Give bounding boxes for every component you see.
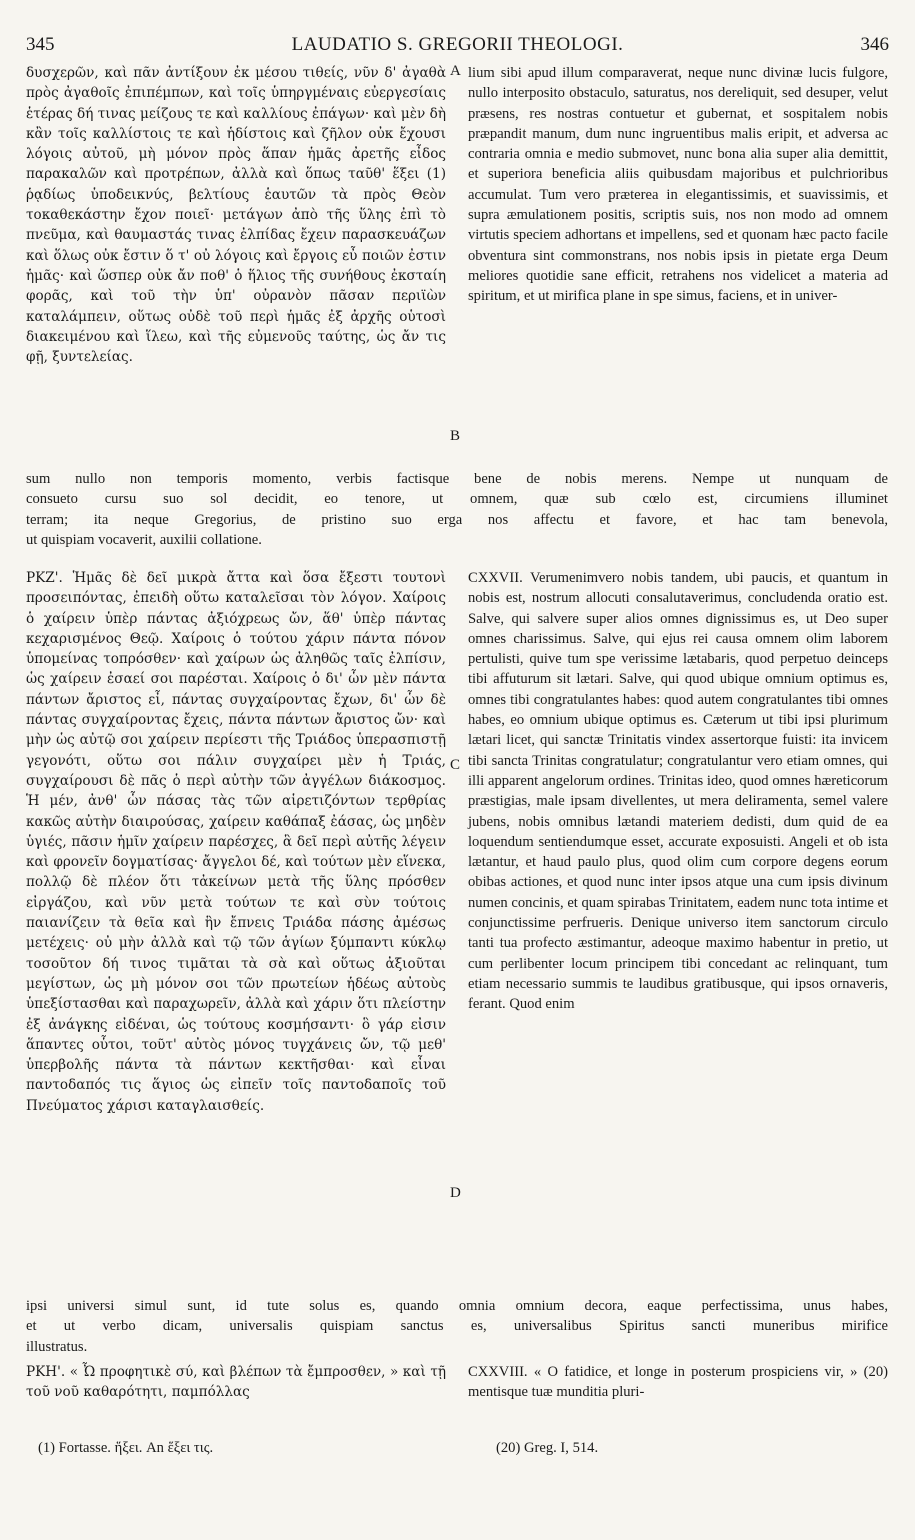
- text-line: terram; ita neque Gregorius, de pristino suo erga nos affectu et favore, et hac tam benevola,: [26, 511, 888, 528]
- running-header: [26, 34, 889, 58]
- section-marker-b: B: [450, 428, 461, 444]
- section-marker-d: D: [450, 1185, 461, 1201]
- latin-column-top: lium sibi apud illum comparaverat, neque nunc divinæ lucis fulgore, nullo interposito obstaculo, saturatus, nos dereliquit, sed desuper, velut præsens, res nostras contuetur et gubernat, et sospitalem nobis præpandit manum, dum nunc ingruentibus malis eripit, et adversa ac contraria omnia e medio submovet, nunc bona alia super alia demittit, et superiora beneficia aliis quibusdam majoribus et pulchrioribus accumulat. Tum vero præterea in elegantissimis, et suavissimis, et supra æmulationem positis, scriptis suis, nos non modo ad omnem virtutis speciem adhortans et impellens, sed et quonam hæc pacto facile obventura sint commonstrans, nos nobis ipsis in pietate erga Deum meliores quotidie sane efficit, retrahens nos videlicet a materia ad spiritum, et ut mirifica plane in spe simus, faciens, et in univer-: [468, 65, 888, 305]
- section-marker-c: C: [450, 757, 461, 773]
- latin-full-width-2: [26, 1296, 888, 1357]
- text-line: sum nullo non temporis momento, verbis factisque bene de nobis merens. Nempe ut nunquam de: [26, 471, 888, 487]
- page-number-right: 346: [860, 34, 889, 55]
- latin-full-width-1: [26, 469, 888, 550]
- latin-column-chapter-127: CXXVII. Verumenimvero nobis tandem, ubi paucis, et quantum in nobis est, nostrum allocuti consalutaverimus, concludenda oratio est. Salve, qui salvere super alios omnes dignissimus es, ut Deo super omnes charissimus. Salve, qui ejus rei causa omnem olim laborem pertulisti, quive tum spe verissime lætabaris, quod perpetuo deinceps tibi affuturum sit lætari. Salve, qui quod ubique omnium optimus es, omnes tibi congratulantes habes: quod autem congratulantes tibi omnes habes, eo omnium ubique optimus es. Cæterum ut tibi ipsi plurimum lætari licet, qui sanctæ Trinitatis vindex assertorque fuisti: ita invicem tibi sancta Trinitas congratulatur; congratulantur vero etiam omnes, qui illi apparent angelorum ordines. Trinitas ideo, quod omnes hæreticorum præstigias, male ipsam divellentes, ut mera deliramenta, semel valere jubens, nobis omnibus lætandi materiem dedisti, dum quid de ea loquendum sentiendumque esset, accurate exposuisti. Angeli et ob ista lætantur, et haud paulo plus, quod olim cum corpore degens eorum obibas actiones, et quod nunc inter ipsos atque una cum ipsis divinum numen concinis, et quam spirabas Trinitatem, eadem nunc tota intime et conjunctissime perfrueris. Denique universo item sanctorum circulo tanti tua profecto æstimantur, adeoque maximo habentur in pretio, ut cum perlibenter locum principem tibi concedant ac relinquant, tum etiam necessario summis te laudibus gratibusque, qui ipsos ornaveris, ferant. Quod enim: [468, 570, 888, 1013]
- page-number-left: 345: [26, 34, 55, 55]
- section-marker-a: A: [450, 63, 461, 79]
- text-line: ut quispiam vocaverit, auxilii collatione.: [26, 531, 262, 548]
- text-line: consueto cursu suo sol decidit, eo tenore, ut omnem, quæ sub cœlo est, circumiens illuminet: [26, 491, 888, 508]
- latin-column-chapter-128: CXXVIII. « O fatidice, et longe in posterum prospiciens vir, » (20) mentisque tuæ munditia pluri-: [468, 1364, 888, 1401]
- greek-column-chapter-127: ΡΚΖ'. Ἡμᾶς δὲ δεῖ μικρὰ ἄττα καὶ ὅσα ἔξεστι τουτονὶ προσειπόντας, ἐπειδὴ οὕτω καταλεῖσαι τὸν λόγον. Χαίροις ὁ χαίρειν ὑπὲρ πάντας ἀξιόχρεως ὤν, ἅθ' ὑπὲρ πάντας κεχαρισμένος Θεῷ. Χαίροις ὁ τούτου χάριν πάντα πόνον ὑπομείνας τοπρόσθεν· καὶ χαίρων ὡς ἀληθῶς ταῖς ἐλπίσιν, ὡς χαίρειν ἐσαεί σοι παρέσται. Χαίροις ὁ δι' ὧν μὲν πάντα πάντων ἄριστος εἶ, πάντας συγχαίροντας ἔχων, δι' ὧν δὲ πάντας συγχαίροντας ἔχεις, πάντα πάντων ἄριστος ὤν· καὶ μὴν ὡς αὐτῷ σοι χαίρειν περίεστι τῆς Τριάδος ὑπερασπιστῇ γεγονότι, οὕτω σοι πάλιν συγχαίρει μὲν ἡ Τριάς, συγχαίρουσι δὲ πᾶς ὁ περὶ αὐτὴν τῶν ἀγγέλων διάκοσμος. Ἡ μέν, ἀνθ' ὧν πάσας τὰς τῶν αἱρετιζόντων τερθρίας κακῶς αὐτὴν διαιρούσας, χαίρειν καθάπαξ ἐάσας, ὡς μηδὲν ὑγιές, πᾶσιν ἡμῖν χαίρειν παρέσχες, ἃ δεῖ περὶ αὐτῆς λέγειν καὶ φρονεῖν δογματίσας· ἄγγελοι δέ, καὶ τούτων μὲν εἵνεκα, πολλῷ δὲ πλέον ὅτι τἀκείνων μετὰ τῆς ὕλης πρόσθεν εἰργάζου, καὶ νῦν μετὰ τούτων τε καὶ σὺν τούτοις παιανίζειν τὰ θεῖα καὶ ἣν ἔπνεις Τριάδα πάσης ἀμέσως μετέχεις· οὐ μὴν ἀλλὰ καὶ τῷ τῶν ἁγίων ξύμπαντι κύκλῳ τοσοῦτον δή τινος τιμᾶται τὰ σὰ καὶ οὕτως ἀξιοῦται μεγίστων, ὡς μὴ μόνον σοι τῶν πρωτείων ἡδέως αὐτοὺς ὑπεξίστασθαι καὶ παραχωρεῖν, ἀλλὰ καὶ χάριν ὅτι πλείστην ἐξ ἀνάγκης εἰδέναι, ὡς τούτους κοσμήσαντι· ὃ γάρ εἰσιν ἅπαντες οὗτοι, τοῦτ' αὐτὸς μόνος τυγχάνεις ὤν, τῷ μεθ' ὑπερβολῆς πάντα τὰ πάντων κεκτῆσθαι· καὶ εἶναι παντοδαπός τις ἅγιος ὡς εἰπεῖν τοῖς παντοδαποῖς τοῦ Πνεύματος χάρισι καταγλαισθείς.: [26, 570, 446, 1114]
- footnote-left: (1) Fortasse. ἥξει. An ἕξει τις.: [38, 1440, 214, 1456]
- text-line: et ut verbo dicam, universalis quispiam sanctus es, universalibus Spiritus sancti muneribus mirifice: [26, 1318, 888, 1335]
- running-title: LAUDATIO S. GREGORII THEOLOGI.: [291, 34, 624, 55]
- footnote-right: (20) Greg. I, 514.: [496, 1440, 599, 1456]
- greek-column-top: δυσχερῶν, καὶ πᾶν ἀντίξουν ἐκ μέσου τιθείς, νῦν δ' ἀγαθὰ πρὸς ἀγαθοῖς ἐπιπέμπων, καὶ τοῖς ὑπηργμέναις εὐεργεσίαις ἑτέρας δή τινας μείζους τε καὶ καλλίους ἐπάγων· καὶ μὲν δὴ κἂν τοῖς καλλίστοις τε καὶ ἡδίστοις καὶ ζῆλον οὐκ ἔχουσι λόγοις αὐτοῦ, μὴ μόνον πρὸς ἅπαν ἡμᾶς ἀρετῆς εἶδος παρακαλῶν καὶ προτρέπων, ἀλλὰ καὶ ὅπως ταῦθ' ἕξει (1) ῥᾳδίως ὑποδεικνύς, βελτίους ἑαυτῶν τὰ πρὸς Θεὸν τοκαθεκάστην ἔχον ποιεῖ· μετάγων ἀπὸ τῆς ὕλης ἐπὶ τὸ πνεῦμα, καὶ θαυμαστάς τινας ἐλπίδας ἔχειν παρασκευάζων καὶ ὅλως οὐκ ἔστιν ὅ τ' οὐ λόγοις καὶ ἔργοις εὖ ποιῶν ἐστιν ἡμᾶς· καὶ ὥσπερ οὐκ ἄν ποθ' ὁ ἥλιος τῆς συνήθους ἐκσταίη φορᾶς, καὶ τοῦ τὴν ὑπ' οὐρανὸν πᾶσαν περιϊὼν καταλάμπειν, οὕτως οὐδὲ τοῦ περὶ ἡμᾶς ἐξ ἀρχῆς οὑτοσὶ διακειμένου καὶ ἵλεω, καὶ τῆς εὐμενοῦς ταύτης, ὡς ἄν τις φῇ, ξυντελείας.: [26, 65, 446, 366]
- greek-column-chapter-128: ΡΚΗ'. « Ὦ προφητικὲ σύ, καὶ βλέπων τὰ ἔμπροσθεν, » καὶ τῇ τοῦ νοῦ καθαρότητι, παμπόλλας: [26, 1364, 446, 1401]
- text-line: illustratus.: [26, 1338, 88, 1355]
- text-line: ipsi universi simul sunt, id tute solus es, quando omnia omnium decora, eaque perfectissima, unus habes,: [26, 1298, 888, 1314]
